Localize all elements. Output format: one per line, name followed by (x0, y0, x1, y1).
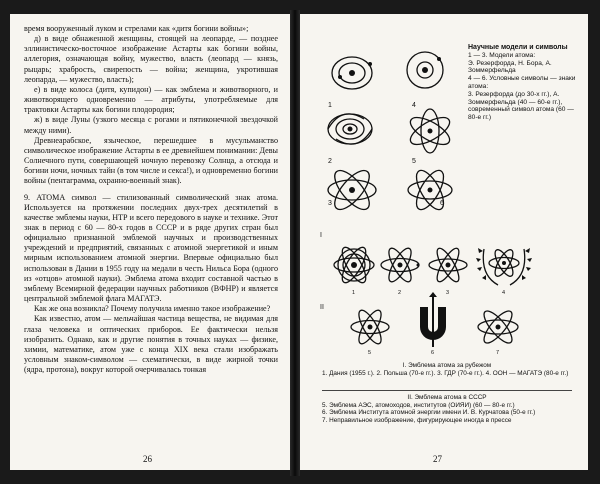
legend-line: 1 — 3. Модели атома: (468, 51, 536, 59)
caption-foreign (322, 362, 572, 377)
body-paragraph: ж) в виде Луны (узкого месяца с рогами и пятиконечной звездочкой между ними). (24, 115, 278, 135)
caption-ussr-line: 5. Эмблема АЭС, атомоходов, институтов (ОИЯИ) (60 — 80-е гг.) (322, 401, 515, 409)
emblem-1 (334, 244, 374, 286)
book-spine (290, 10, 300, 476)
group-label-1: I (320, 232, 322, 239)
emblem-4 (476, 247, 532, 285)
emblem-label-2: 2 (398, 290, 402, 296)
emblem-label-7: 7 (496, 350, 500, 356)
body-paragraph: д) в виде обнаженной женщины, стоящей на леопарде, — позднее эллинистическо-восточное изображение Астарты как богини войны, аллегория, означающая войну, мужество, власть (леопард — князь, рыцарь; храбрость, свирепость — война; женщина, укротившая леопарда, — мужество, власть); (24, 34, 278, 84)
legend-heading: Научные модели и символы (468, 44, 568, 51)
emblem-3 (429, 246, 467, 285)
right-page (300, 14, 588, 470)
emblem-7 (478, 307, 518, 347)
atom-emblems (300, 14, 588, 374)
emblem-label-6: 6 (431, 350, 435, 356)
model-label-2: 2 (328, 158, 332, 165)
page-number-left: 26 (143, 454, 152, 464)
caption-ussr-title: II. Эмблема атома в СССР (407, 394, 487, 401)
body-paragraph: Как известно, атом — мельчайшая частица вещества, не видимая для глаза человека и оптических приборов. Ее фактически нельзя изобразить. Однако, как и другие понятия в точных науках — физике, химии, математике, атом уже с конца XIX века стали изображать условным знаком-символом — схематически, в виде жирной точки (ядра, протона), вокруг которой очерчивалась тонкая (24, 314, 278, 375)
caption-foreign-title: I. Эмблема атома за рубежом (402, 362, 492, 369)
model-label-5: 5 (412, 158, 416, 165)
emblem-5 (351, 307, 389, 346)
model-label-6: 6 (440, 200, 444, 207)
page-number-right: 27 (433, 454, 442, 464)
emblem-label-3: 3 (446, 290, 450, 296)
left-page (10, 14, 290, 470)
body-paragraph: Древнеарабское, языческое, перешедшее в мусульманство символическое изображение Астарты в ее древнейшем понимании: Девы Солнечного пути, совершающей ночную перевозку Солнца, а отсюда и богини ночи, ночных тайн (в том числе и секса!), и одновременно богини войны (пентаграмма, охранно-военный знак). (24, 135, 278, 186)
emblem-label-1: 1 (352, 290, 356, 296)
left-body-text (24, 24, 278, 375)
model-label-3: 3 (328, 200, 332, 207)
emblem-6 (420, 292, 446, 347)
body-paragraph: 9. АТОМА символ — стилизованный символический знак атома. Используется на протяжении последних двух-трех десятилетий в качестве эмблемы науки, НТР и всего передового в науке и технике. Этот знак в период с 60 — 80-х годов в СССР и в ряде других стран был официально признанной эмблемой научных и производственных учреждений и предприятий, связанных с атомной энергетикой и иным мирным использованием атомной энергии. Впервые официально был использован в Дании в 1955 году на медали в честь Нильса Бора (одного из «отцов» атомной науки). Эмблема атома входит составной частью в эмблему Всемирной федерации научных работников (ВФНР) и является центральной эмблемой флага МАГАТЭ. (24, 192, 278, 304)
model-label-4: 4 (412, 102, 416, 109)
caption-divider (322, 390, 572, 391)
emblem-label-5: 5 (368, 350, 372, 356)
body-paragraph: Как же она возникла? Почему получила именно такое изображение? (34, 304, 271, 314)
caption-foreign-text: 1. Дания (1955 г.). 2. Польша (70-е гг.). 3. ГДР (70-е гг.). 4. ООН — МАГАТЭ (80-е гг.) (322, 369, 569, 377)
caption-ussr (322, 394, 572, 424)
body-paragraph: е) в виде колоса (дитя, купидон) — как эмблема и животворного, и животворящего одновременно — атрибуты, употребляемые для трактовки Астарты как богини плодородия; (24, 84, 278, 115)
body-paragraph: время вооруженный луком и стрелами как «дитя богини войны»; (24, 24, 249, 33)
model-label-1: 1 (328, 102, 332, 109)
legend-line: 3. Резерфорда (до 30-х гг.), А. Зоммерфельда (40 — 60-е гг.), современный символ атома (60 — 80-е гг.) (468, 90, 574, 122)
caption-ussr-line: 7. Неправильное изображение, фигурирующее иногда в прессе (322, 416, 512, 424)
emblem-2 (381, 245, 420, 284)
legend-line: 4 — 6. Условные символы — знаки атома: (468, 75, 576, 90)
legend-line: Э. Резерфорда, Н. Бора, А. Зоммерфельда (468, 59, 552, 75)
emblem-label-4: 4 (502, 290, 506, 296)
caption-ussr-line: 6. Эмблема Института атомной энергии имени И. В. Курчатова (50-е гг.) (322, 409, 536, 417)
group-label-2: II (320, 304, 324, 311)
